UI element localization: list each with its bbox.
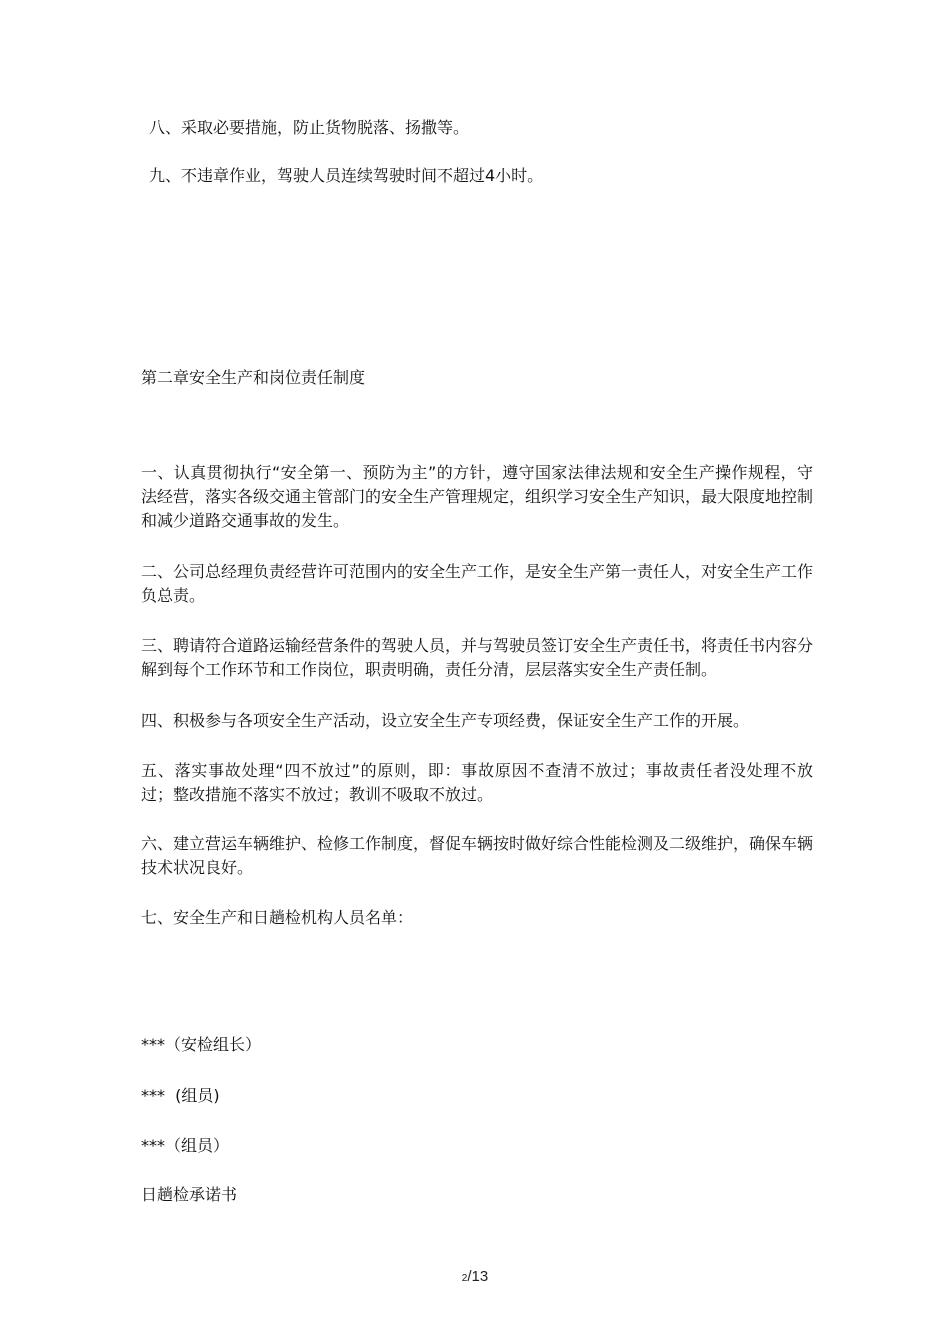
paragraph-1: 一、认真贯彻执行“安全第一、预防为主”的方针，遵守国家法律法规和安全生产操作规程，守法经营，落实各级交通主管部门的安全生产管理规定，组织学习安全生产知识，最大限度地控制和减少道路交通事故的发生。 [141, 463, 814, 530]
paragraph-4: 四、积极参与各项安全生产活动，设立安全生产专项经费，保证安全生产工作的开展。 [141, 711, 750, 730]
paragraph-7: 七、安全生产和日趟检机构人员名单： [141, 908, 414, 927]
item-nine: 九、不违章作业，驾驶人员连续驾驶时间不超过4小时。 [149, 166, 544, 185]
member-leader: ***（安检组长） [141, 1035, 262, 1054]
member-2: ***（组员） [141, 1136, 230, 1155]
current-page: 2 [461, 1273, 468, 1284]
total-pages: /13 [467, 1268, 489, 1285]
closing-title: 日趟检承诺书 [141, 1185, 238, 1204]
page-number [0, 1268, 950, 1285]
paragraph-5: 五、落实事故处理“四不放过”的原则，即：事故原因不查清不放过；事故责任者没处理不放过；整改措施不落实不放过；教训不吸取不放过。 [141, 761, 813, 804]
chapter-title: 第二章安全生产和岗位责任制度 [141, 368, 366, 387]
paragraph-6: 六、建立营运车辆维护、检修工作制度，督促车辆按时做好综合性能检测及二级维护，确保车辆技术状况良好。 [141, 834, 814, 877]
item-eight: 八、采取必要措施，防止货物脱落、扬撒等。 [149, 118, 470, 137]
member-1: *** (组员) [141, 1086, 220, 1105]
paragraph-3: 三、聘请符合道路运输经营条件的驾驶人员，并与驾驶员签订安全生产责任书，将责任书内容分解到每个工作环节和工作岗位，职责明确，责任分清，层层落实安全生产责任制。 [141, 636, 814, 679]
paragraph-2: 二、公司总经理负责经营许可范围内的安全生产工作，是安全生产第一责任人，对安全生产工作负总责。 [141, 562, 814, 605]
